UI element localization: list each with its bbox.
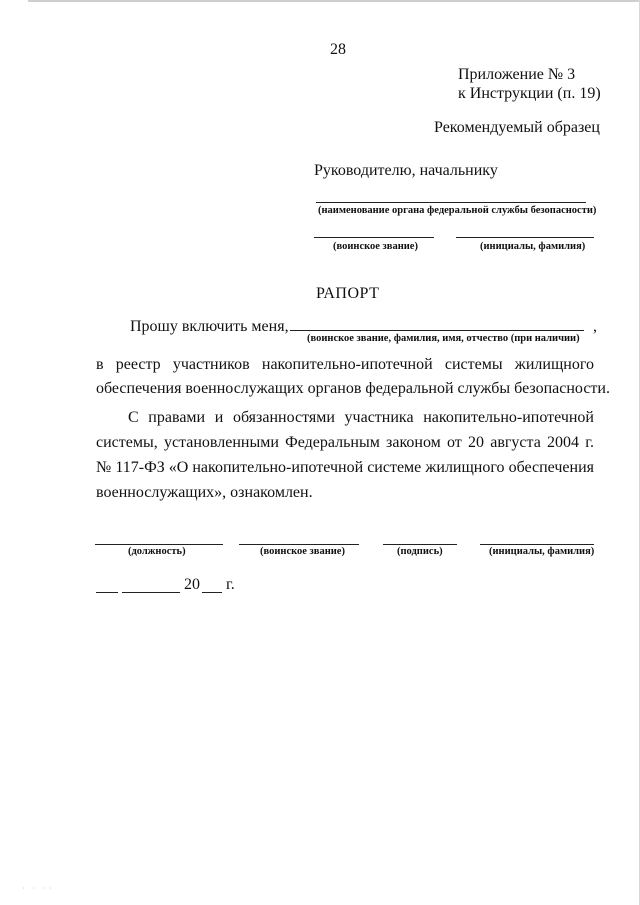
signature-caption: (подпись) bbox=[397, 546, 443, 557]
agency-name-caption: (наименование органа федеральной службы безопасности) bbox=[318, 205, 597, 216]
date-year-suffix: г. bbox=[226, 576, 235, 593]
initials-line bbox=[456, 237, 594, 238]
applicant-line bbox=[290, 330, 584, 331]
signer-initials-caption: (инициалы, фамилия) bbox=[489, 546, 595, 557]
agency-name-line bbox=[316, 202, 586, 203]
paragraph-2-line-4: военнослужащих», ознакомлен. bbox=[96, 484, 313, 501]
date-month-line bbox=[122, 592, 180, 593]
position-caption: (должность) bbox=[128, 546, 186, 557]
date-day-line bbox=[96, 592, 118, 593]
paragraph-2-line-3: № 117-ФЗ «О накопительно-ипотечной системе жилищного обеспечения bbox=[96, 459, 594, 476]
signer-rank-line bbox=[239, 544, 359, 545]
addressee: Руководителю, начальнику bbox=[314, 162, 498, 179]
paragraph-2-line-2: системы, установленными Федеральным законом от 20 августа 2004 г. bbox=[96, 434, 594, 451]
signer-initials-line bbox=[480, 544, 594, 545]
applicant-caption: (воинское звание, фамилия, имя, отчество (при наличии) bbox=[307, 333, 580, 344]
rank-caption: (воинское звание) bbox=[333, 241, 418, 252]
paragraph-1-line-1: в реестр участников накопительно-ипотечной системы жилищного bbox=[96, 356, 594, 373]
request-opening: Прошу включить меня, bbox=[130, 318, 289, 335]
recommended-sample: Рекомендуемый образец bbox=[434, 119, 600, 136]
paragraph-2-line-1: С правами и обязанностями участника накопительно-ипотечной bbox=[128, 409, 594, 426]
document-title: РАПОРТ bbox=[316, 285, 380, 302]
initials-caption: (инициалы, фамилия) bbox=[480, 241, 586, 252]
signature-line bbox=[383, 544, 457, 545]
scan-artifact: · · ·· bbox=[22, 884, 55, 893]
scan-edge-top bbox=[28, 0, 640, 2]
position-line bbox=[95, 544, 223, 545]
appendix-label: Приложение № 3 bbox=[458, 66, 576, 83]
rank-line bbox=[314, 237, 434, 238]
page-number: 28 bbox=[330, 41, 346, 58]
instruction-ref: к Инструкции (п. 19) bbox=[458, 85, 601, 102]
date-century: 20 bbox=[184, 576, 200, 593]
signer-rank-caption: (воинское звание) bbox=[260, 546, 345, 557]
request-comma: , bbox=[593, 318, 597, 335]
paragraph-1-line-2: обеспечения военнослужащих органов федеральной службы безопасности. bbox=[96, 380, 610, 397]
date-year-line bbox=[202, 592, 222, 593]
